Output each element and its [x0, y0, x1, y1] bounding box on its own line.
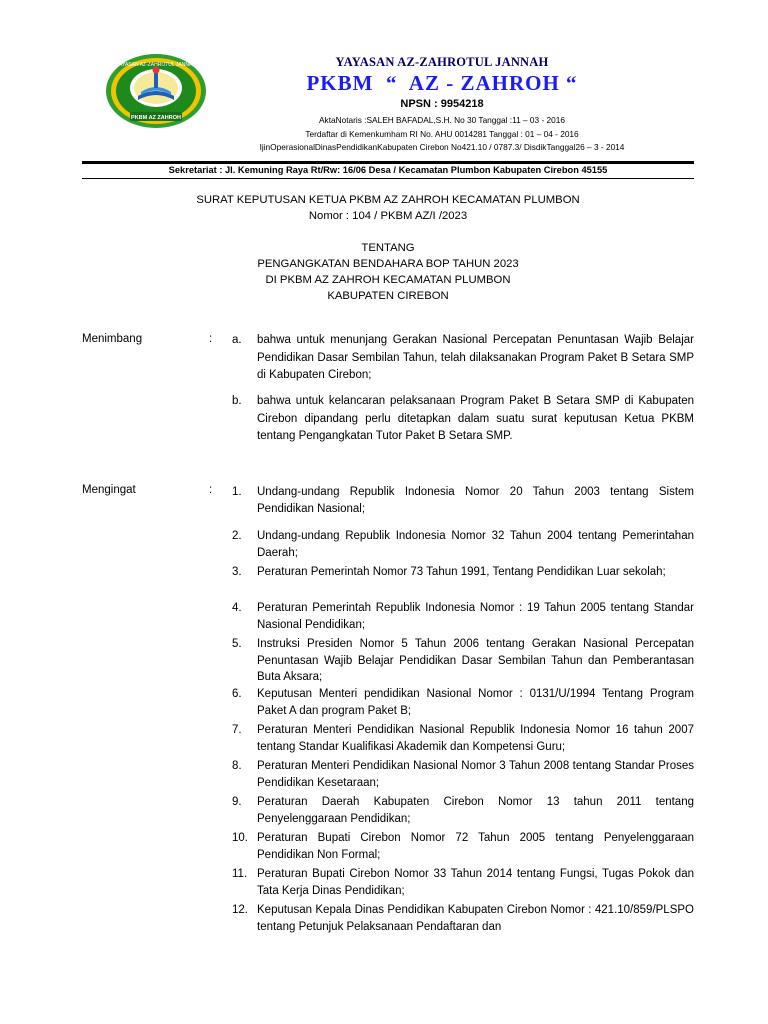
item-number: 11. — [232, 868, 248, 880]
title-line-4: PENGANGKATAN BENDAHARA BOP TAHUN 2023 — [257, 258, 519, 270]
org-name: PKBM “ AZ - ZAHROH “ — [306, 71, 578, 95]
operational-permit: IjinOperasionalDinasPendidikanKabupaten Cirebon No421.10 / 0787.3/ DisdikTanggal26 – 3 - 2014 — [259, 142, 625, 152]
npsn: NPSN : 9954218 — [400, 98, 484, 110]
secretariat-address: Sekretariat : Jl. Kemuning Raya Rt/Rw: 16/06 Desa / Kecamatan Plumbon Kabupaten Cirebon 45155 — [168, 165, 608, 175]
pkbm-logo — [104, 52, 208, 130]
item-text: Peraturan Daerah Kabupaten Cirebon Nomor 13 tahun 2011 tentang Penyelenggaraan Pendidikan; — [257, 796, 694, 825]
mengingat-item — [232, 902, 694, 935]
letterhead-rule-bottom — [82, 178, 694, 179]
item-text: Peraturan Pemerintah Nomor 73 Tahun 1991, Tentang Pendidikan Luar sekolah; — [257, 566, 666, 578]
item-text: bahwa untuk kelancaran pelaksanaan Program Paket B Setara SMP di Kabupaten Cirebon dipandang perlu ditetapkan dalam suatu surat keputusan Ketua PKBM tentang Pengangkatan Tutor Paket B Setara SMP. — [257, 395, 694, 442]
mengingat-item — [232, 722, 694, 755]
item-text: Undang-undang Republik Indonesia Nomor 20 Tahun 2003 tentang Sistem Pendidikan Nasional; — [257, 486, 694, 515]
decree-number: Nomor : 104 / PKBM AZ/I /2023 — [308, 210, 468, 222]
item-number: 12. — [232, 904, 248, 916]
item-number: 1. — [232, 486, 242, 498]
mengingat-item — [232, 830, 694, 863]
mengingat-item — [232, 636, 694, 686]
mengingat-item — [232, 484, 694, 517]
item-number: 8. — [232, 760, 242, 772]
item-text: Instruksi Presiden Nomor 5 Tahun 2006 tentang Gerakan Nasional Percepatan Penuntasan Wajib Belajar Pendidikan Dasar Sembilan Tahun dan Pemberantasan Buta Aksara; — [257, 638, 694, 683]
mengingat-label: Mengingat — [82, 484, 136, 496]
letterhead — [214, 52, 670, 155]
menimbang-label: Menimbang — [82, 333, 143, 345]
logo-text-top: YAYASAN AZ-ZAHROTUL JANNAH — [116, 62, 196, 68]
decree-title — [82, 192, 694, 304]
foundation-name: YAYASAN AZ-ZAHROTUL JANNAH — [335, 55, 549, 69]
mengingat-item — [232, 686, 694, 719]
item-text: Keputusan Menteri pendidikan Nasional Nomor : 0131/U/1994 Tentang Program Paket A dan program Paket B; — [257, 688, 694, 717]
item-number: 3. — [232, 566, 242, 578]
item-number: 4. — [232, 602, 242, 614]
item-number: b. — [232, 395, 242, 407]
title-line-5: DI PKBM AZ ZAHROH KECAMATAN PLUMBON — [265, 274, 511, 286]
item-text: Peraturan Menteri Pendidikan Nasional Republik Indonesia Nomor 16 tahun 2007 tentang Standar Kualifikasi Akademik dan Kompetensi Guru; — [257, 724, 694, 753]
item-text: bahwa untuk menunjang Gerakan Nasional Percepatan Penuntasan Wajib Belajar Pendidikan Dasar Sembilan Tahun, telah dilaksanakan Program Paket B Setara SMP di Kabupaten Cirebon; — [257, 334, 694, 381]
title-line-1: SURAT KEPUTUSAN KETUA PKBM AZ ZAHROH KECAMATAN PLUMBON — [196, 194, 580, 206]
item-text: Peraturan Bupati Cirebon Nomor 33 Tahun 2014 tentang Fungsi, Tugas Pokok dan Tata Kerja Dinas Pendidikan; — [257, 868, 694, 897]
item-text: Peraturan Menteri Pendidikan Nasional Nomor 3 Tahun 2008 tentang Standar Proses Pendidikan Kesetaraan; — [257, 760, 694, 789]
item-text: Peraturan Pemerintah Republik Indonesia Nomor : 19 Tahun 2005 tentang Standar Nasional Pendidikan; — [257, 602, 694, 631]
mengingat-colon: : — [209, 484, 213, 496]
menimbang-item — [232, 393, 694, 446]
item-text: Keputusan Kepala Dinas Pendidikan Kabupaten Cirebon Nomor : 421.10/859/PLSPO tentang Petunjuk Pelaksanaan Pendaftaran dan — [257, 904, 694, 933]
menimbang-item — [232, 332, 694, 385]
mengingat-item — [232, 528, 694, 561]
item-number: 9. — [232, 796, 242, 808]
notary-deed: AktaNotaris :SALEH BAFADAL,S.H. No 30 Tanggal :11 – 03 - 2016 — [319, 115, 565, 125]
menimbang-colon: : — [209, 333, 213, 345]
mengingat-item — [232, 758, 694, 791]
mengingat-item — [232, 794, 694, 827]
title-line-3: TENTANG — [361, 242, 415, 254]
item-text: Peraturan Bupati Cirebon Nomor 72 Tahun 2005 tentang Penyelenggaraan Pendidikan Non Formal; — [257, 832, 694, 861]
item-number: 2. — [232, 530, 242, 542]
logo-text-bottom: PKBM AZ ZAHROH — [131, 115, 181, 121]
mengingat-item — [232, 866, 694, 899]
item-number: 5. — [232, 638, 242, 650]
item-number: 7. — [232, 724, 242, 736]
item-number: a. — [232, 334, 242, 346]
registration: Terdaftar di Kemenkumham RI No. AHU 0014281 Tanggal : 01 – 04 - 2016 — [305, 128, 579, 139]
item-number: 10. — [232, 832, 248, 844]
title-line-6: KABUPATEN CIREBON — [327, 290, 449, 302]
mengingat-item — [232, 564, 694, 581]
mengingat-item — [232, 600, 694, 633]
item-text: Undang-undang Republik Indonesia Nomor 32 Tahun 2004 tentang Pemerintahan Daerah; — [257, 530, 694, 559]
item-number: 6. — [232, 688, 242, 700]
